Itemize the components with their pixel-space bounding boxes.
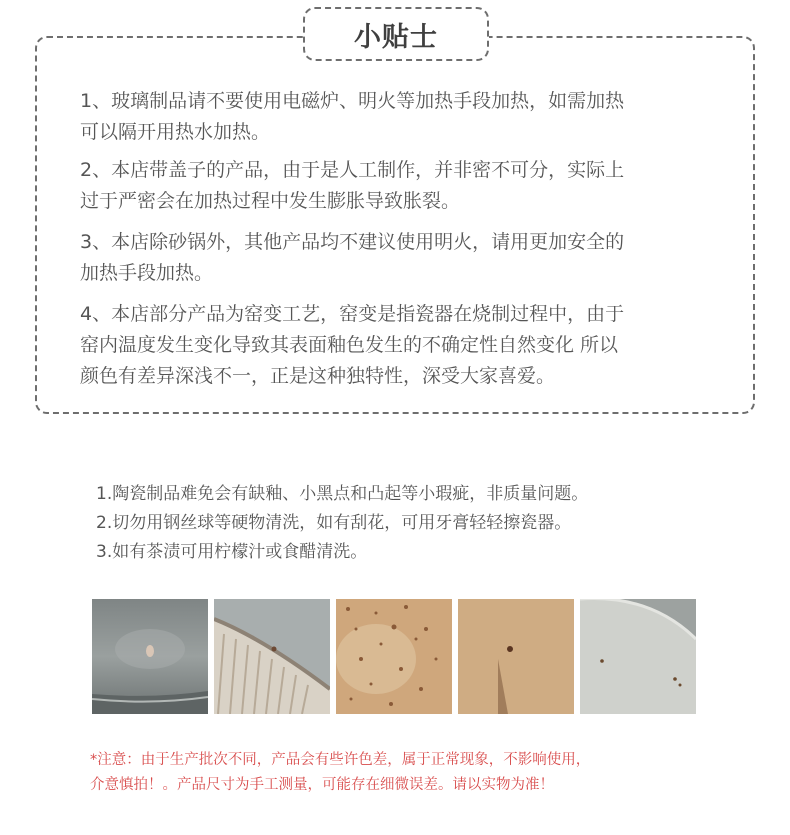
photo-strip	[92, 599, 698, 714]
tips-title-box	[303, 7, 489, 61]
tip-item-1	[80, 86, 730, 148]
tip-line: 1、玻璃制品请不要使用电磁炉、明火等加热手段加热，如需加热	[80, 90, 625, 112]
tip-line: 2、本店带盖子的产品，由于是人工制作，并非密不可分，实际上	[80, 159, 625, 181]
care-notes	[96, 480, 588, 567]
care-note: 2.切勿用钢丝球等硬物清洗，如有刮花，可用牙膏轻轻擦瓷器。	[96, 513, 572, 533]
tip-line: 可以隔开用热水加热。	[80, 121, 271, 143]
tip-item-3	[80, 227, 730, 289]
tip-line: 3、本店除砂锅外，其他产品均不建议使用明火，请用更加安全的	[80, 231, 625, 253]
tip-item-2	[80, 155, 730, 217]
tip-line: 颜色有差异深浅不一，正是这种独特性，深受大家喜爱。	[80, 365, 556, 387]
disclaimer-line: *注意：由于生产批次不同，产品会有些许色差，属于正常现象，不影响使用，	[90, 752, 591, 768]
gray-glaze-defect-photo	[92, 599, 208, 714]
disclaimer	[90, 748, 590, 798]
care-note: 3.如有茶渍可用柠檬汁或食醋清洗。	[96, 542, 368, 562]
tip-line: 窑内温度发生变化导致其表面釉色发生的不确定性自然变化 所以	[80, 334, 619, 356]
tip-item-4	[80, 299, 730, 392]
tips-title: 小贴士	[354, 21, 438, 53]
disclaimer-line: 介意慎拍！。产品尺寸为手工测量，可能存在细微误差。请以实物为准！	[90, 777, 554, 793]
speckled-glaze-photo	[336, 599, 452, 714]
ribbed-rim-photo	[214, 599, 330, 714]
brown-spot-photo	[458, 599, 574, 714]
tip-line: 加热手段加热。	[80, 262, 214, 284]
tip-line: 4、本店部分产品为窑变工艺，窑变是指瓷器在烧制过程中，由于	[80, 303, 625, 325]
tip-line: 过于严密会在加热过程中发生膨胀导致胀裂。	[80, 190, 461, 212]
care-note: 1.陶瓷制品难免会有缺釉、小黑点和凸起等小瑕疵，非质量问题。	[96, 484, 589, 504]
dark-dots-photo	[580, 599, 696, 714]
